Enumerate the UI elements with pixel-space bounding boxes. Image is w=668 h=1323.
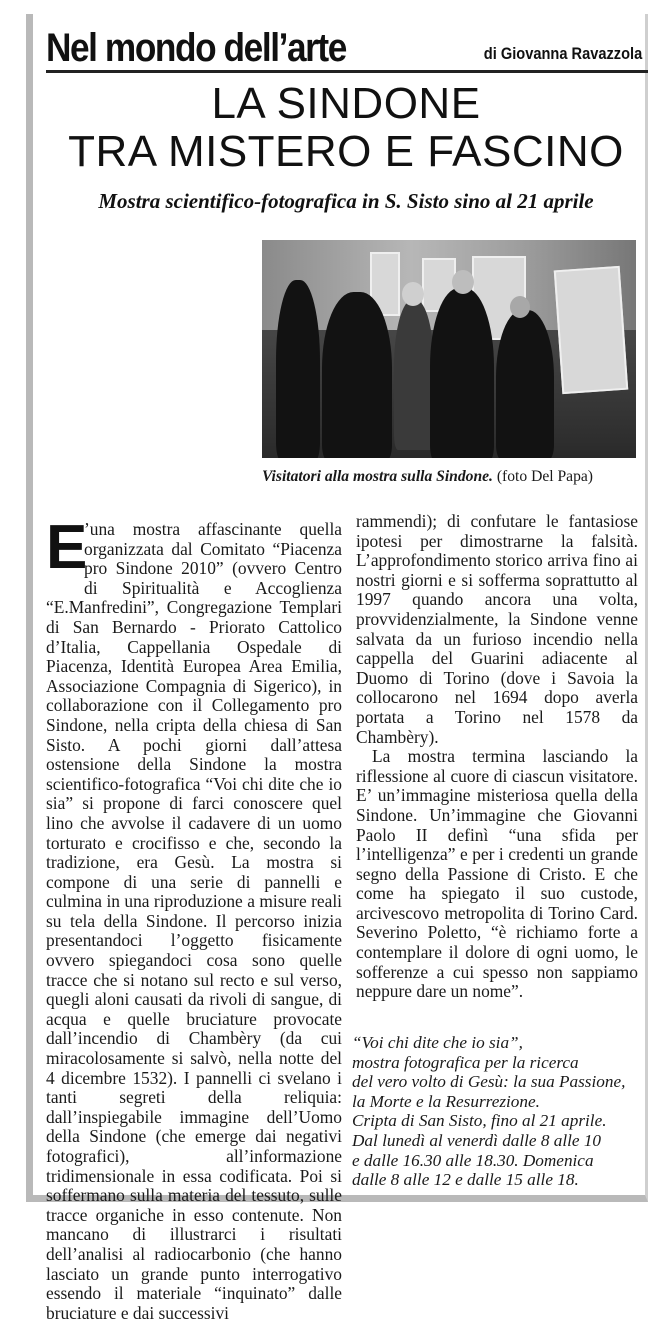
photo-space [52, 238, 428, 520]
info-line: del vero volto di Gesù: la sua Passione, [352, 1072, 626, 1092]
photo-credit: (foto Del Papa) [496, 468, 593, 485]
section-title: Nel mondo dell’arte [46, 26, 346, 70]
headline-line-1: LA SINDONE [211, 79, 481, 128]
caption-text: Visitatori alla mostra sulla Sindone. [262, 468, 493, 485]
info-line: “Voi chi dite che io sia”, [352, 1033, 523, 1052]
author-byline: di Giovanna Ravazzola [483, 44, 642, 63]
article-column-2 [356, 512, 638, 1002]
info-line: la Morte e la Resurrezione. [352, 1091, 540, 1111]
info-line: e dalle 16.30 alle 18.30. Domenica [352, 1150, 594, 1170]
info-line: Dal lunedì al venerdì dalle 8 alle 10 [352, 1130, 602, 1150]
photo-visitor-head [452, 270, 474, 294]
exhibition-info-box [352, 1033, 642, 1190]
article-paragraph-1: ’una mostra affascinante quella organizzata dal Comitato “Piacenza pro Sindone 2010” (ovvero Centro di Spiritualità e Accoglienza “E.Manfredini”, Congregazione Templari di San Bernardo - Priorato Cattolico d’Italia, Cappellania Ospedale di Piacenza, Identità Europea Area Emilia, Associazione Compagnia di Sigerico), in collaborazione con il Collegamento pro Sindone, nella cripta della chiesa di San Sisto. A pochi giorni dall’attesa ostensione della Sindone la mostra scientifico-fotografica “Voi chi dite che io sia” si propone di farci conoscere quel lino che avvolse il cadavere di un uomo torturato e crocifisso e che, secondo la tradizione, era Gesù. La mostra si compone di una serie di pannelli e culmina in una riproduzione a misure reali su tela della Sindone. Il percorso inizia presentandoci l’oggetto fisicamente ovvero spiegandoci cosa sono quelle tracce che si notano sul recto e sul verso, quegli aloni causati da rivoli di sangue, di acqua e quelle bruciature provocate dall’incendio di Chambèry (da cui miracolosamente si salvò, nella notte del 4 dicembre 1532). I pannelli ci svelano i tanti segreti della reliquia: dall’inspiegabile immagine dell’Uomo della Sindone (che emerge dai negativi fotografici), all’informazione tridimensionale in essa codificata. Poi si soffermano sulla materia del tessuto, sulle tracce organiche in esso contenute. Non mancano di illustrarci i risultati dell’analisi al radiocarbonio (che hanno lasciato un grande punto interrogativo essendo il materiale “inquinato” dalle bruciature e dai successivi [46, 519, 342, 1323]
photo-visitor [430, 288, 494, 458]
article-paragraph-2: rammendi); di confutare le fantasiose ipotesi per dimostrarne la falsità. L’approfondimento storico arriva fino ai nostri giorni e si sofferma soprattutto al 1997 quando ancora una volta, provvidenzialmente, la Sindone venne salvata da un furioso incendio nella cappella del Guarini adiacente al Duomo di Torino (dove i Savoia la collocarono nel 1694 dopo averla portata a Torino nel 1578 da Chambèry). [356, 511, 638, 747]
headline [46, 80, 646, 176]
subheadline: Mostra scientifico-fotografica in S. Sisto sino al 21 aprile [98, 189, 594, 213]
photo-panel [554, 266, 628, 394]
photo-visitor [496, 310, 554, 458]
photo-visitor-head [510, 296, 530, 318]
info-line: Cripta di San Sisto, fino al 21 aprile. [352, 1111, 607, 1131]
article-paragraph-3: La mostra termina lasciando la riflessione al cuore di ciascun visitatore. E’ un’immagine misteriosa quella della Sindone. Un’immagine che Giovanni Paolo II definì “una sfida per l’intelligenza” e per i credenti un grande segno della Passione di Cristo. E che come ha spiegato il suo custode, arcivescovo metropolita di Torino Card. Severino Poletto, “è richiamo forte a contemplare il dolore di ogni uomo, le sofferenze a cui spesso non sappiamo neppure dare un nome”. [356, 746, 638, 1002]
section-header [46, 26, 648, 73]
article-column-1 [46, 238, 342, 1323]
info-line: dalle 8 alle 12 e dalle 15 alle 18. [352, 1170, 579, 1190]
info-line: mostra fotografica per la ricerca [352, 1052, 579, 1072]
drop-cap: E [46, 513, 88, 582]
headline-line-2: TRA MISTERO E FASCINO [68, 127, 624, 176]
